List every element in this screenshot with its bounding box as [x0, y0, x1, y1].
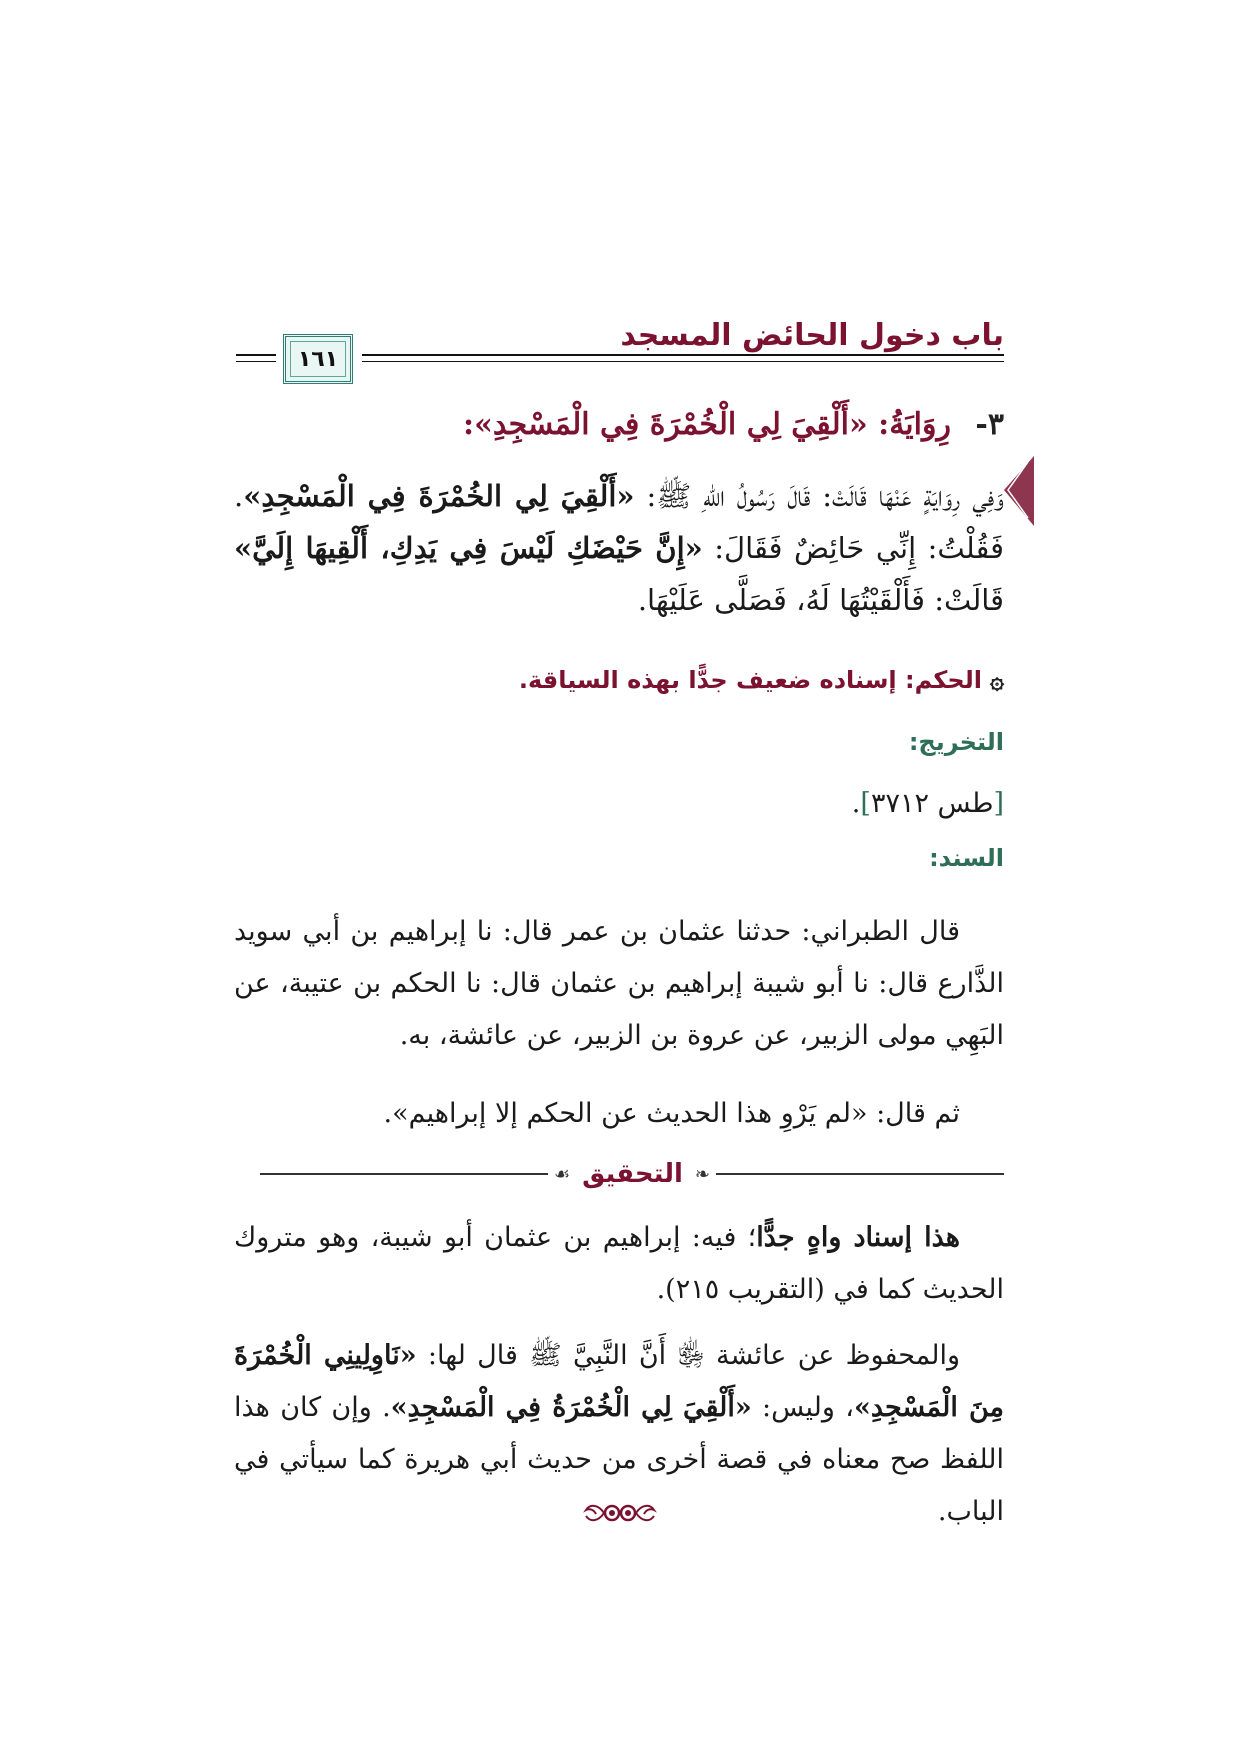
reference-bracket-close: ] — [860, 788, 871, 819]
header-rule-left — [236, 354, 276, 356]
section-number: ٣- — [975, 407, 1004, 442]
reference-bracket-open: [ — [993, 788, 1004, 819]
section-title — [234, 402, 1004, 448]
takhrij-reference — [234, 784, 1004, 824]
takhrij-label: التخريج: — [908, 728, 1004, 756]
tahqiq-text-2b: ، وليس: — [751, 1392, 854, 1423]
ruling-line — [234, 660, 1004, 700]
sanad-paragraph-2: ثم قال: «لم يَرْوِ هذا الحديث عن الحكم إلا إبراهيم». — [383, 1098, 960, 1129]
hadith-part-2: . فَقُلْتُ: إِنِّي حَائِضٌ فَقَالَ: — [234, 479, 1004, 565]
hadith-quote-2: «إِنَّ حَيْضَكِ لَيْسَ فِي يَدِكِ، أَلْقِيهَا إِلَيَّ» — [234, 531, 703, 565]
end-ornament-icon — [580, 1498, 660, 1528]
tahqiq-quote-1: «نَاوِلِينِي الْخُمْرَةَ مِنَ الْمَسْجِدِ» — [234, 1340, 1004, 1423]
header-rule-right — [362, 354, 1004, 356]
tahqiq-paragraph-1 — [234, 1212, 1004, 1316]
tahqiq-text-2c: . وإن كان هذا اللفظ صح معناه في قصة أخرى من حديث أبي هريرة كما سيأتي في الباب. — [234, 1392, 1004, 1527]
divider-line-left — [260, 1173, 548, 1175]
tahqiq-divider — [260, 1154, 1004, 1194]
tahqiq-quote-2: «أَلْقِيَ لِي الْخُمْرَةُ فِي الْمَسْجِدِ» — [390, 1392, 752, 1423]
reference-end: . — [851, 788, 861, 819]
flower-icon: ۞ — [989, 666, 1004, 694]
header-rule-left-thin — [236, 361, 276, 362]
tahqiq-text-2a: والمحفوظ عن عائشة ﵂ أَنَّ النَّبِيَّ ﷺ قال لها: — [416, 1340, 961, 1371]
sanad-paragraph-1: قال الطبراني: حدثنا عثمان بن عمر قال: نا إبراهيم بن أبي سويد الذَّارع قال: نا أبو شيبة إبراهيم بن عثمان قال: نا الحكم بن عتيبة، عن البَهِي مولى الزبير، عن عروة بن الزبير، عن عائشة، به. — [234, 916, 1004, 1051]
ruling-label: الحكم: — [905, 666, 982, 694]
page-number-box — [283, 334, 353, 384]
running-head: باب دخول الحائض المسجد — [620, 318, 1004, 353]
page-number: ١٦١ — [297, 346, 339, 372]
section-title-text: رِوَايَةُ: «أَلْقِيَ لِي الْخُمْرَةَ فِي الْمَسْجِدِ»: — [463, 407, 951, 442]
hadith-part-1: وَفِي رِوَايَةٍ عَنْهَا قَالَتْ: قَالَ رَسُولُ اللهِ ﷺ: — [634, 479, 1004, 513]
hadith-quote-1: «أَلْقِيَ لِي الخُمْرَةَ فِي الْمَسْجِدِ» — [243, 479, 635, 513]
divider-ornament-icon: ☙ — [553, 1163, 571, 1185]
hadith-text — [234, 470, 1004, 626]
tahqiq-text-1: ؛ فيه: إبراهيم بن عثمان أبو شيبة، وهو متروك الحديث كما في (التقريب ٢١٥). — [234, 1222, 1004, 1305]
reference-text: طس ٣٧١٢ — [870, 788, 994, 819]
sanad-label: السند: — [929, 844, 1004, 872]
header-rule-right-thin — [362, 361, 1004, 362]
ruling-text: إسناده ضعيف جدًّا بهذه السياقة. — [518, 666, 906, 694]
hadith-part-3: قَالَتْ: فَأَلْقَيْتُهَا لَهُ، فَصَلَّى عَلَيْهَا. — [637, 583, 1004, 617]
divider-ornament-icon: ❧ — [694, 1163, 711, 1185]
tahqiq-heading: التحقيق — [582, 1159, 683, 1189]
tahqiq-bold-1: هذا إسناد واهٍ جدًّا — [756, 1222, 961, 1253]
divider-line-right — [716, 1173, 1004, 1175]
